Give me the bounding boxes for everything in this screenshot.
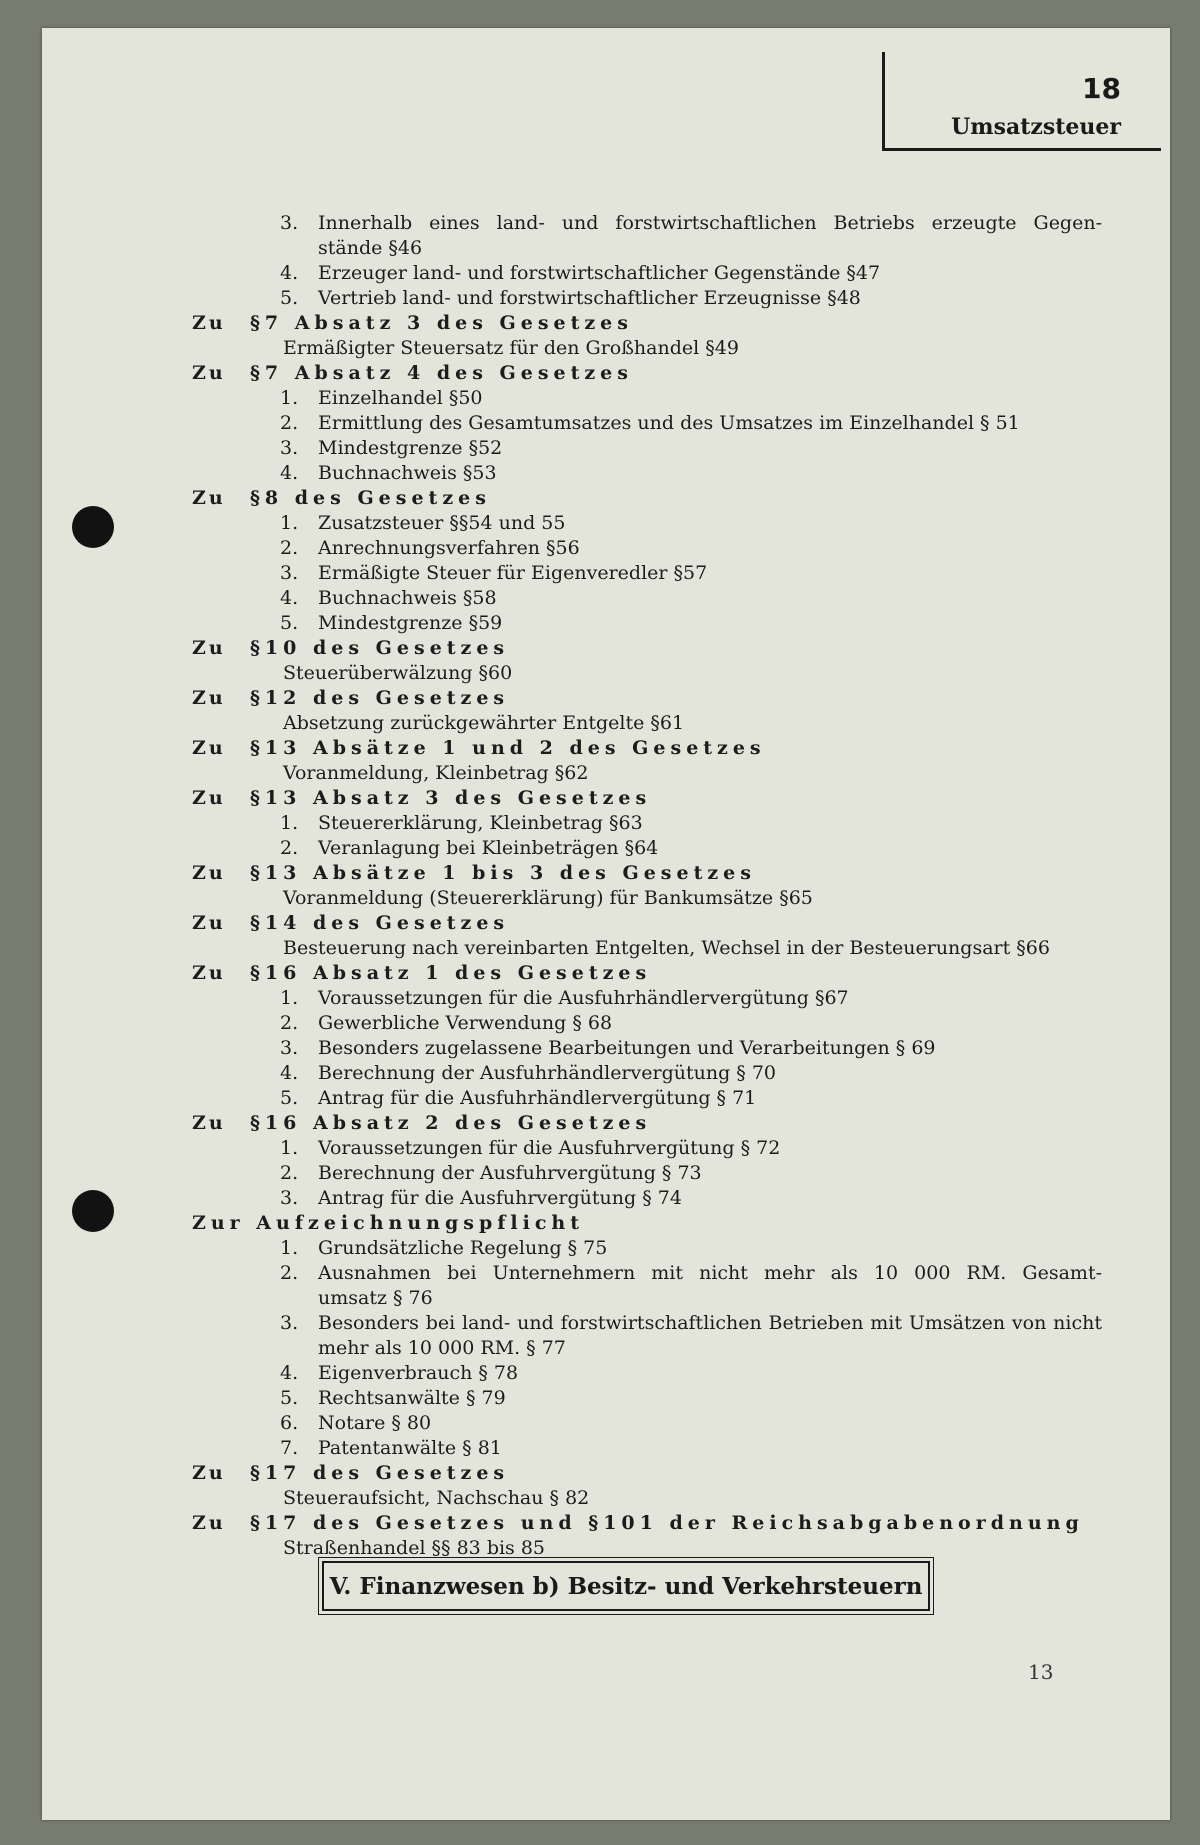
heading-text: §16 Absatz 2 des Gesetzes: [250, 1112, 652, 1134]
toc-item: [192, 836, 1102, 861]
item-text: Ermittlung des Gesamtumsatzes und des Umsatzes im Einzelhandel § 51: [318, 412, 1020, 434]
section-heading: [192, 736, 1102, 761]
toc-subentry: [192, 1486, 1102, 1511]
item-text: Voranmeldung (Steuererklärung) für Bankumsätze §65: [283, 887, 813, 909]
heading-text: §7 Absatz 3 des Gesetzes: [250, 312, 633, 334]
item-text: Innerhalb eines land- und forstwirtschaftlichen Betriebs erzeugte Gegen-: [318, 212, 1102, 234]
item-text: Antrag für die Ausfuhrhändlervergütung § 71: [318, 1087, 757, 1109]
item-text: Ausnahmen bei Unternehmern mit nicht mehr als 10 000 RM. Gesamt-: [318, 1262, 1102, 1284]
item-number: 2.: [280, 1162, 299, 1184]
heading-text: §13 Absätze 1 und 2 des Gesetzes: [250, 737, 766, 759]
toc-item: [192, 411, 1102, 436]
item-number: 3.: [280, 1187, 299, 1209]
toc-item: [192, 1261, 1102, 1286]
toc-item: [192, 1411, 1102, 1436]
heading-text: §10 des Gesetzes: [250, 637, 510, 659]
item-text: mehr als 10 000 RM. § 77: [318, 1337, 566, 1359]
item-text: Voraussetzungen für die Ausfuhrvergütung § 72: [318, 1137, 781, 1159]
toc-item: [192, 1086, 1102, 1111]
heading-prefix: Zu: [192, 737, 226, 759]
item-number: 5.: [280, 1387, 299, 1409]
item-text: Vertrieb land- und forstwirtschaftlicher Erzeugnisse §48: [318, 287, 861, 309]
item-text: Berechnung der Ausfuhrhändlervergütung § 70: [318, 1062, 777, 1084]
heading-text: Zur Aufzeichnungspflicht: [192, 1212, 584, 1234]
item-text: Notare § 80: [318, 1412, 432, 1434]
toc-continuation: [192, 236, 1102, 261]
heading-text: §17 des Gesetzes: [250, 1462, 510, 1484]
section-footer-label: V. Finanzwesen b) Besitz- und Verkehrsteuern: [329, 1572, 923, 1600]
item-number: 4.: [280, 1062, 299, 1084]
toc-item: [192, 511, 1102, 536]
toc-item: [192, 1361, 1102, 1386]
heading-prefix: Zu: [192, 962, 226, 984]
toc-item: [192, 1386, 1102, 1411]
section-heading: [192, 636, 1102, 661]
item-text: Veranlagung bei Kleinbeträgen §64: [318, 837, 659, 859]
section-heading: [192, 686, 1102, 711]
item-text: Zusatzsteuer §§54 und 55: [318, 512, 566, 534]
item-number: 3.: [280, 437, 299, 459]
item-number: 1.: [280, 987, 299, 1009]
section-title: Umsatzsteuer: [951, 114, 1121, 140]
toc-subentry: [192, 761, 1102, 786]
toc-subentry: [192, 1536, 1102, 1561]
item-text: Besonders bei land- und forstwirtschaftlichen Betrieben mit Umsätzen von nicht: [318, 1312, 1102, 1334]
item-text: Berechnung der Ausfuhrvergütung § 73: [318, 1162, 702, 1184]
toc-item: [192, 1061, 1102, 1086]
heading-prefix: Zu: [192, 637, 226, 659]
item-text: Ermäßigte Steuer für Eigenveredler §57: [318, 562, 708, 584]
heading-prefix: Zu: [192, 1112, 226, 1134]
item-text: Einzelhandel §50: [318, 387, 483, 409]
toc-item: [192, 811, 1102, 836]
item-number: 1.: [280, 812, 299, 834]
item-number: 4.: [280, 587, 299, 609]
section-heading: [192, 1211, 1102, 1236]
heading-prefix: Zu: [192, 362, 226, 384]
toc-item: [192, 386, 1102, 411]
section-heading: [192, 786, 1102, 811]
item-text: Voraussetzungen für die Ausfuhrhändlervergütung §67: [318, 987, 849, 1009]
toc-item: [192, 1236, 1102, 1261]
section-heading: [192, 961, 1102, 986]
item-text: Ermäßigter Steuersatz für den Großhandel §49: [283, 337, 739, 359]
toc-item: [192, 1311, 1102, 1336]
item-text: Grundsätzliche Regelung § 75: [318, 1237, 608, 1259]
item-number: 1.: [280, 1137, 299, 1159]
item-number: 4.: [280, 462, 299, 484]
item-text: stände §46: [318, 237, 423, 259]
section-heading: [192, 311, 1102, 336]
toc-item: [192, 1161, 1102, 1186]
item-number: 3.: [280, 1312, 299, 1334]
item-text: Absetzung zurückgewährter Entgelte §61: [283, 712, 685, 734]
item-number: 3.: [280, 562, 299, 584]
item-text: Besteuerung nach vereinbarten Entgelten, Wechsel in der Besteuerungsart §66: [283, 937, 1050, 959]
item-number: 6.: [280, 1412, 299, 1434]
toc-continuation: [192, 1336, 1102, 1361]
toc-subentry: [192, 711, 1102, 736]
toc-item: [192, 436, 1102, 461]
item-text: umsatz § 76: [318, 1287, 433, 1309]
register-tab: [882, 52, 1161, 151]
heading-prefix: Zu: [192, 312, 226, 334]
heading-text: §12 des Gesetzes: [250, 687, 510, 709]
section-heading: [192, 1111, 1102, 1136]
toc-item: [192, 561, 1102, 586]
heading-prefix: Zu: [192, 1462, 226, 1484]
toc-subentry: [192, 661, 1102, 686]
heading-text: §13 Absatz 3 des Gesetzes: [250, 787, 652, 809]
item-number: 1.: [280, 1237, 299, 1259]
item-text: Anrechnungsverfahren §56: [318, 537, 580, 559]
item-text: Rechtsanwälte § 79: [318, 1387, 506, 1409]
heading-prefix: Zu: [192, 862, 226, 884]
section-heading: [192, 861, 1102, 886]
item-number: 1.: [280, 512, 299, 534]
item-text: Mindestgrenze §52: [318, 437, 503, 459]
page-number: 13: [1028, 1660, 1054, 1684]
table-of-contents: [192, 211, 1102, 1561]
heading-prefix: Zu: [192, 787, 226, 809]
heading-prefix: Zu: [192, 912, 226, 934]
toc-continuation: [192, 1286, 1102, 1311]
punch-hole-top: [72, 506, 114, 548]
item-number: 2.: [280, 537, 299, 559]
section-heading: [192, 361, 1102, 386]
punch-hole-bottom: [72, 1190, 114, 1232]
toc-subentry: [192, 936, 1102, 961]
item-number: 3.: [280, 1037, 299, 1059]
item-text: Mindestgrenze §59: [318, 612, 503, 634]
section-heading: [192, 1511, 1102, 1536]
item-text: Erzeuger land- und forstwirtschaftlicher Gegenstände §47: [318, 262, 881, 284]
heading-text: §16 Absatz 1 des Gesetzes: [250, 962, 652, 984]
heading-text: §8 des Gesetzes: [250, 487, 491, 509]
toc-item: [192, 1186, 1102, 1211]
toc-subentry: [192, 886, 1102, 911]
section-heading: [192, 911, 1102, 936]
heading-prefix: Zu: [192, 487, 226, 509]
toc-item: [192, 611, 1102, 636]
toc-item: [192, 286, 1102, 311]
toc-subentry: [192, 336, 1102, 361]
item-number: 1.: [280, 387, 299, 409]
toc-item: [192, 1136, 1102, 1161]
item-number: 2.: [280, 837, 299, 859]
toc-item: [192, 586, 1102, 611]
item-text: Voranmeldung, Kleinbetrag §62: [283, 762, 589, 784]
toc-item: [192, 261, 1102, 286]
heading-prefix: Zu: [192, 687, 226, 709]
item-text: Buchnachweis §53: [318, 462, 497, 484]
heading-text: §7 Absatz 4 des Gesetzes: [250, 362, 633, 384]
item-number: 2.: [280, 1262, 299, 1284]
item-text: Steuererklärung, Kleinbetrag §63: [318, 812, 643, 834]
toc-item: [192, 1011, 1102, 1036]
item-number: 5.: [280, 612, 299, 634]
item-number: 5.: [280, 1087, 299, 1109]
toc-item: [192, 536, 1102, 561]
toc-item: [192, 211, 1102, 236]
item-number: 2.: [280, 1012, 299, 1034]
section-number: 18: [1082, 72, 1121, 105]
item-number: 5.: [280, 287, 299, 309]
item-text: Buchnachweis §58: [318, 587, 497, 609]
item-text: Gewerbliche Verwendung § 68: [318, 1012, 613, 1034]
item-text: Steueraufsicht, Nachschau § 82: [283, 1487, 590, 1509]
toc-item: [192, 1036, 1102, 1061]
item-text: Patentanwälte § 81: [318, 1437, 502, 1459]
document-page: [42, 28, 1170, 1820]
item-text: Besonders zugelassene Bearbeitungen und Verarbeitungen § 69: [318, 1037, 936, 1059]
toc-item: [192, 461, 1102, 486]
item-number: 2.: [280, 412, 299, 434]
section-heading: [192, 486, 1102, 511]
toc-item: [192, 1436, 1102, 1461]
section-heading: [192, 1461, 1102, 1486]
item-number: 7.: [280, 1437, 299, 1459]
heading-prefix: Zu: [192, 1512, 226, 1534]
toc-item: [192, 986, 1102, 1011]
item-text: Eigenverbrauch § 78: [318, 1362, 519, 1384]
item-number: 4.: [280, 1362, 299, 1384]
heading-text: §14 des Gesetzes: [250, 912, 510, 934]
item-number: 3.: [280, 212, 299, 234]
section-footer-box: [322, 1561, 930, 1611]
item-text: Antrag für die Ausfuhrvergütung § 74: [318, 1187, 682, 1209]
item-text: Steuerüberwälzung §60: [283, 662, 513, 684]
heading-text: §13 Absätze 1 bis 3 des Gesetzes: [250, 862, 756, 884]
heading-text: §17 des Gesetzes und §101 der Reichsabgabenordnung: [250, 1512, 1084, 1534]
item-number: 4.: [280, 262, 299, 284]
item-text: Straßenhandel §§ 83 bis 85: [283, 1537, 546, 1559]
